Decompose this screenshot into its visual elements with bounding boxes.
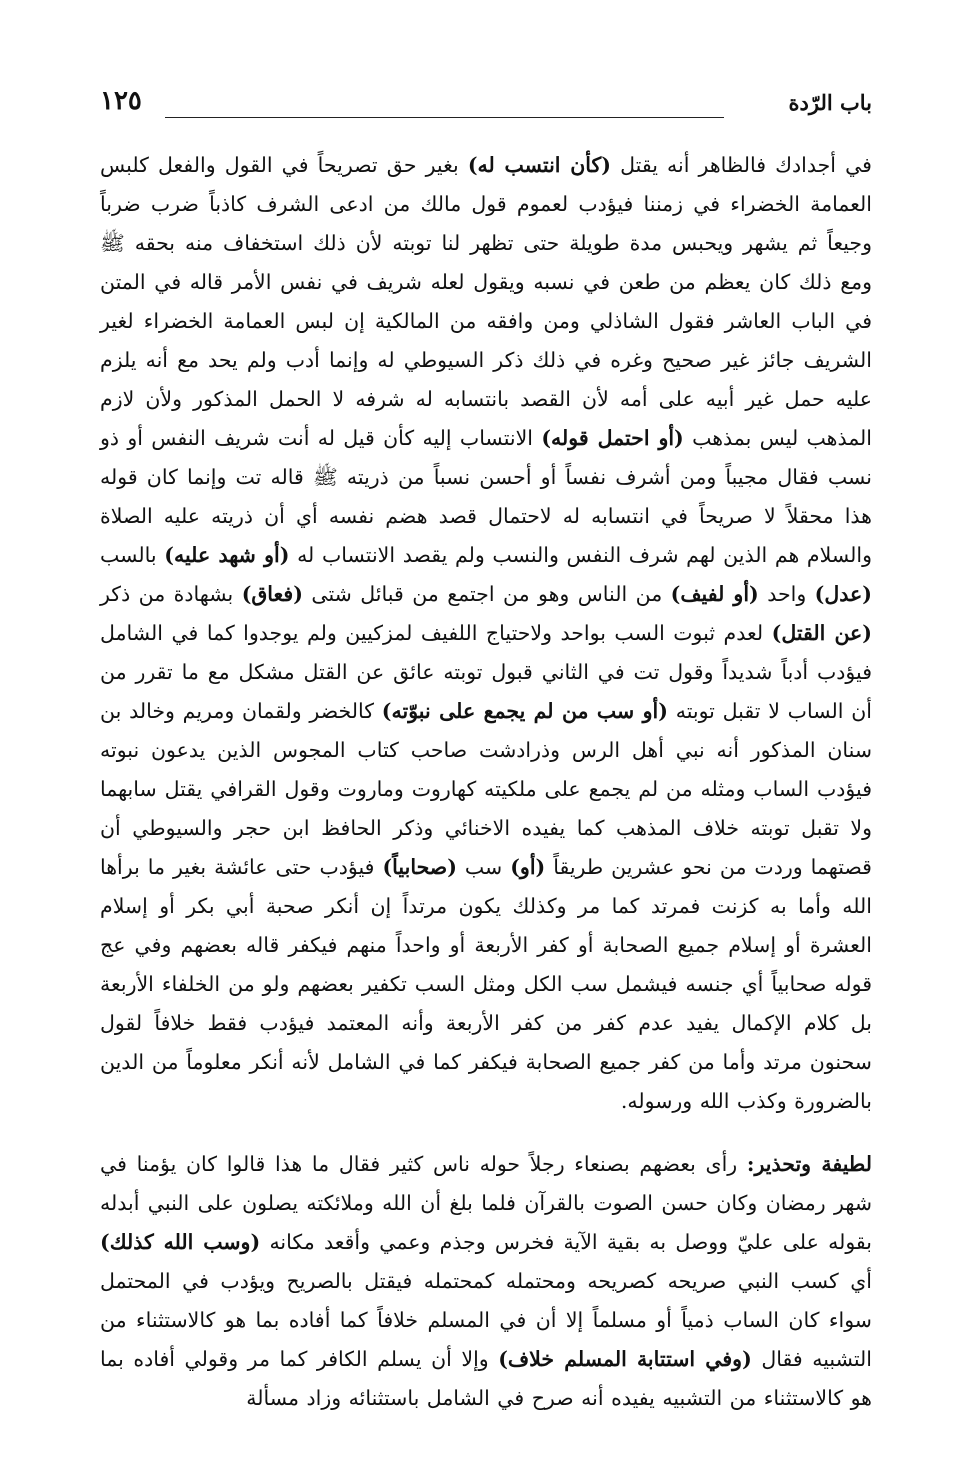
commentary-text: فيؤدب حتى عائشة بغير ما برأها الله وأما به كزنت فمرتد كما مر وكذلك يكون مرتداً إن أنكر صحبة أبي بكر أو إسلام العشرة أو إسلام جميع الصحابة أو كفر الأربعة أو واحداً منهم فيكفر قاله بعضهم وفي عج قوله صحابياً أي جنسه فيشمل سب الكل ومثل السب تكفير بعضهم ولو من الخلفاء الأربعة بل كلام الإكمال يفيد عدم كفر من كفر الأربعة وأنه المعتمد فيؤدب فقط خلافاً لقول سحنون مرتد وأما من كفر جميع الصحابة فيكفر كما في الشامل لأنه أنكر معلوماً من الدين بالضرورة وكذب الله ورسوله.	[100, 855, 872, 1113]
commentary-text: أي كسب النبي صريحه كصريحه ومحتمله كمحتمله فيقتل بالصريح ويؤدب في المحتمل سواء كان الساب ذمياً أو مسلماً إلا أن في المسلم خلافاً كما أفاده بما هو كالاستثناء من التشبيه فقال	[100, 1269, 872, 1371]
matn-quote: (أو شهد عليه)	[164, 543, 290, 567]
commentary-text: الانتساب إليه كأن قيل له أنت شريف النفس أو ذو نسب فقال مجيباً ومن أشرف نفساً أو أحسن نسباً من ذريته ﷺ قاله تت وإنما كان قوله هذا محقلاً لا صريحاً في انتسابه له لاحتمال قصد هضم نفسه أي أن ذريته عليه الصلاة والسلام هم الذين لهم شرف النفس والنسب ولم يقصد الانتساب له	[100, 426, 872, 567]
matn-quote: (أو سب من لم يجمع على نبوّته)	[381, 699, 668, 723]
main-text	[100, 146, 872, 1418]
paragraph-commentary	[100, 146, 872, 1121]
matn-quote: (وفي استتابة المسلم خلاف)	[498, 1347, 752, 1371]
matn-quote: (صحابياً)	[382, 855, 457, 879]
commentary-text: في أجدادك فالظاهر أنه يقتل	[620, 153, 872, 177]
running-title: باب الرّدة	[788, 90, 872, 115]
matn-quote: (أو احتمل قوله)	[541, 426, 684, 450]
paragraph-anecdote	[100, 1145, 872, 1418]
commentary-text: وإلا أن يسلم الكافر كما مر وقولي أفاده بما هو كالاستثناء من التشبيه يفيده أنه صرح في الشامل باستثنائه وزاد مسألة	[100, 1347, 872, 1410]
matn-quote: (أو لفيف)	[670, 582, 759, 606]
matn-quote: (وسب الله كذلك)	[100, 1230, 261, 1254]
commentary-text: بغير حق تصريحاً في القول والفعل كلبس العمامة الخضراء في زمننا فيؤدب لعموم قول مالك من ادعى الشرف كاذباً ضرب ضرباً وجيعاً ثم يشهر ويحبس مدة طويلة حتى تظهر لنا توبته لأن ذلك استخفاف منه بحقه ﷺ ومع ذلك كان يعظم من طعن في نسبه ويقول لعله شريف في نفس الأمر قاله في المتن في الباب العاشر فقول الشاذلي ومن وافقه من المالكية إن لبس العمامة الخضراء لغير الشريف جائز غير صحيح وغره في ذلك ذكر السيوطي له وإنما أدب ولم يحد مع أنه يلزم عليه حمل غير أبيه على أمه لأن القصد بانتسابه له شرفه لا الحمل المذكور ولأن لازم المذهب ليس بمذهب	[100, 153, 872, 450]
commentary-text: بالسب	[100, 543, 157, 567]
commentary-text: سب	[464, 855, 503, 879]
matn-quote: (أو)	[510, 855, 546, 879]
commentary-text: رأى بعضهم بصنعاء رجلاً حوله ناس كثير فقال ما هذا قالوا كان يؤمنا في شهر رمضان وكان حسن الصوت بالقرآن فلما بلغ أن الله وملائكته يصلون على النبي أبدله بقوله على عليّ ووصل به بقية الآية فخرس وجذم وعمي وأقعد مكانه	[100, 1152, 872, 1254]
commentary-text: بشهادة من ذكر	[100, 582, 234, 606]
page-number: ١٢٥	[100, 86, 142, 116]
matn-quote: (كأن انتسب له)	[467, 153, 611, 177]
header-rule	[165, 117, 724, 118]
commentary-text: لعدم ثبوت السب بواحد ولاحتياج اللفيف لمزكيين ولم يوجدوا كما في الشامل فيؤدب أدباً شديداً وقول تت في الثاني قبول توبته عائق عن القتل مشكل مع ما تقرر من أن الساب لا تقبل توبته	[100, 621, 872, 723]
commentary-text: واحد	[767, 582, 807, 606]
commentary-text: كالخضر ولقمان ومريم وخالد بن سنان المذكور أنه نبي أهل الرس وذرادشت صاحب كتاب المجوس الذين يدعون نبوته فيؤدب الساب ومثله من لم يجمع على ملكيته كهاروت وماروت وقول القرافي يقتل سابهما ولا تقبل توبته خلاف المذهب كما يفيده الاخنائي وذكر الحافظ ابن حجر والسيوطي أن قصتهما وردت من نحو عشرين طريقاً	[100, 699, 872, 879]
commentary-text: من الناس وهو من اجتمع من قبائل شتى	[311, 582, 663, 606]
matn-quote: (فعاق)	[241, 582, 303, 606]
section-heading: لطيفة وتحذير:	[746, 1152, 872, 1176]
page-header	[100, 86, 872, 126]
matn-quote: (عدل)	[814, 582, 872, 606]
matn-quote: (عن القتل)	[771, 621, 872, 645]
